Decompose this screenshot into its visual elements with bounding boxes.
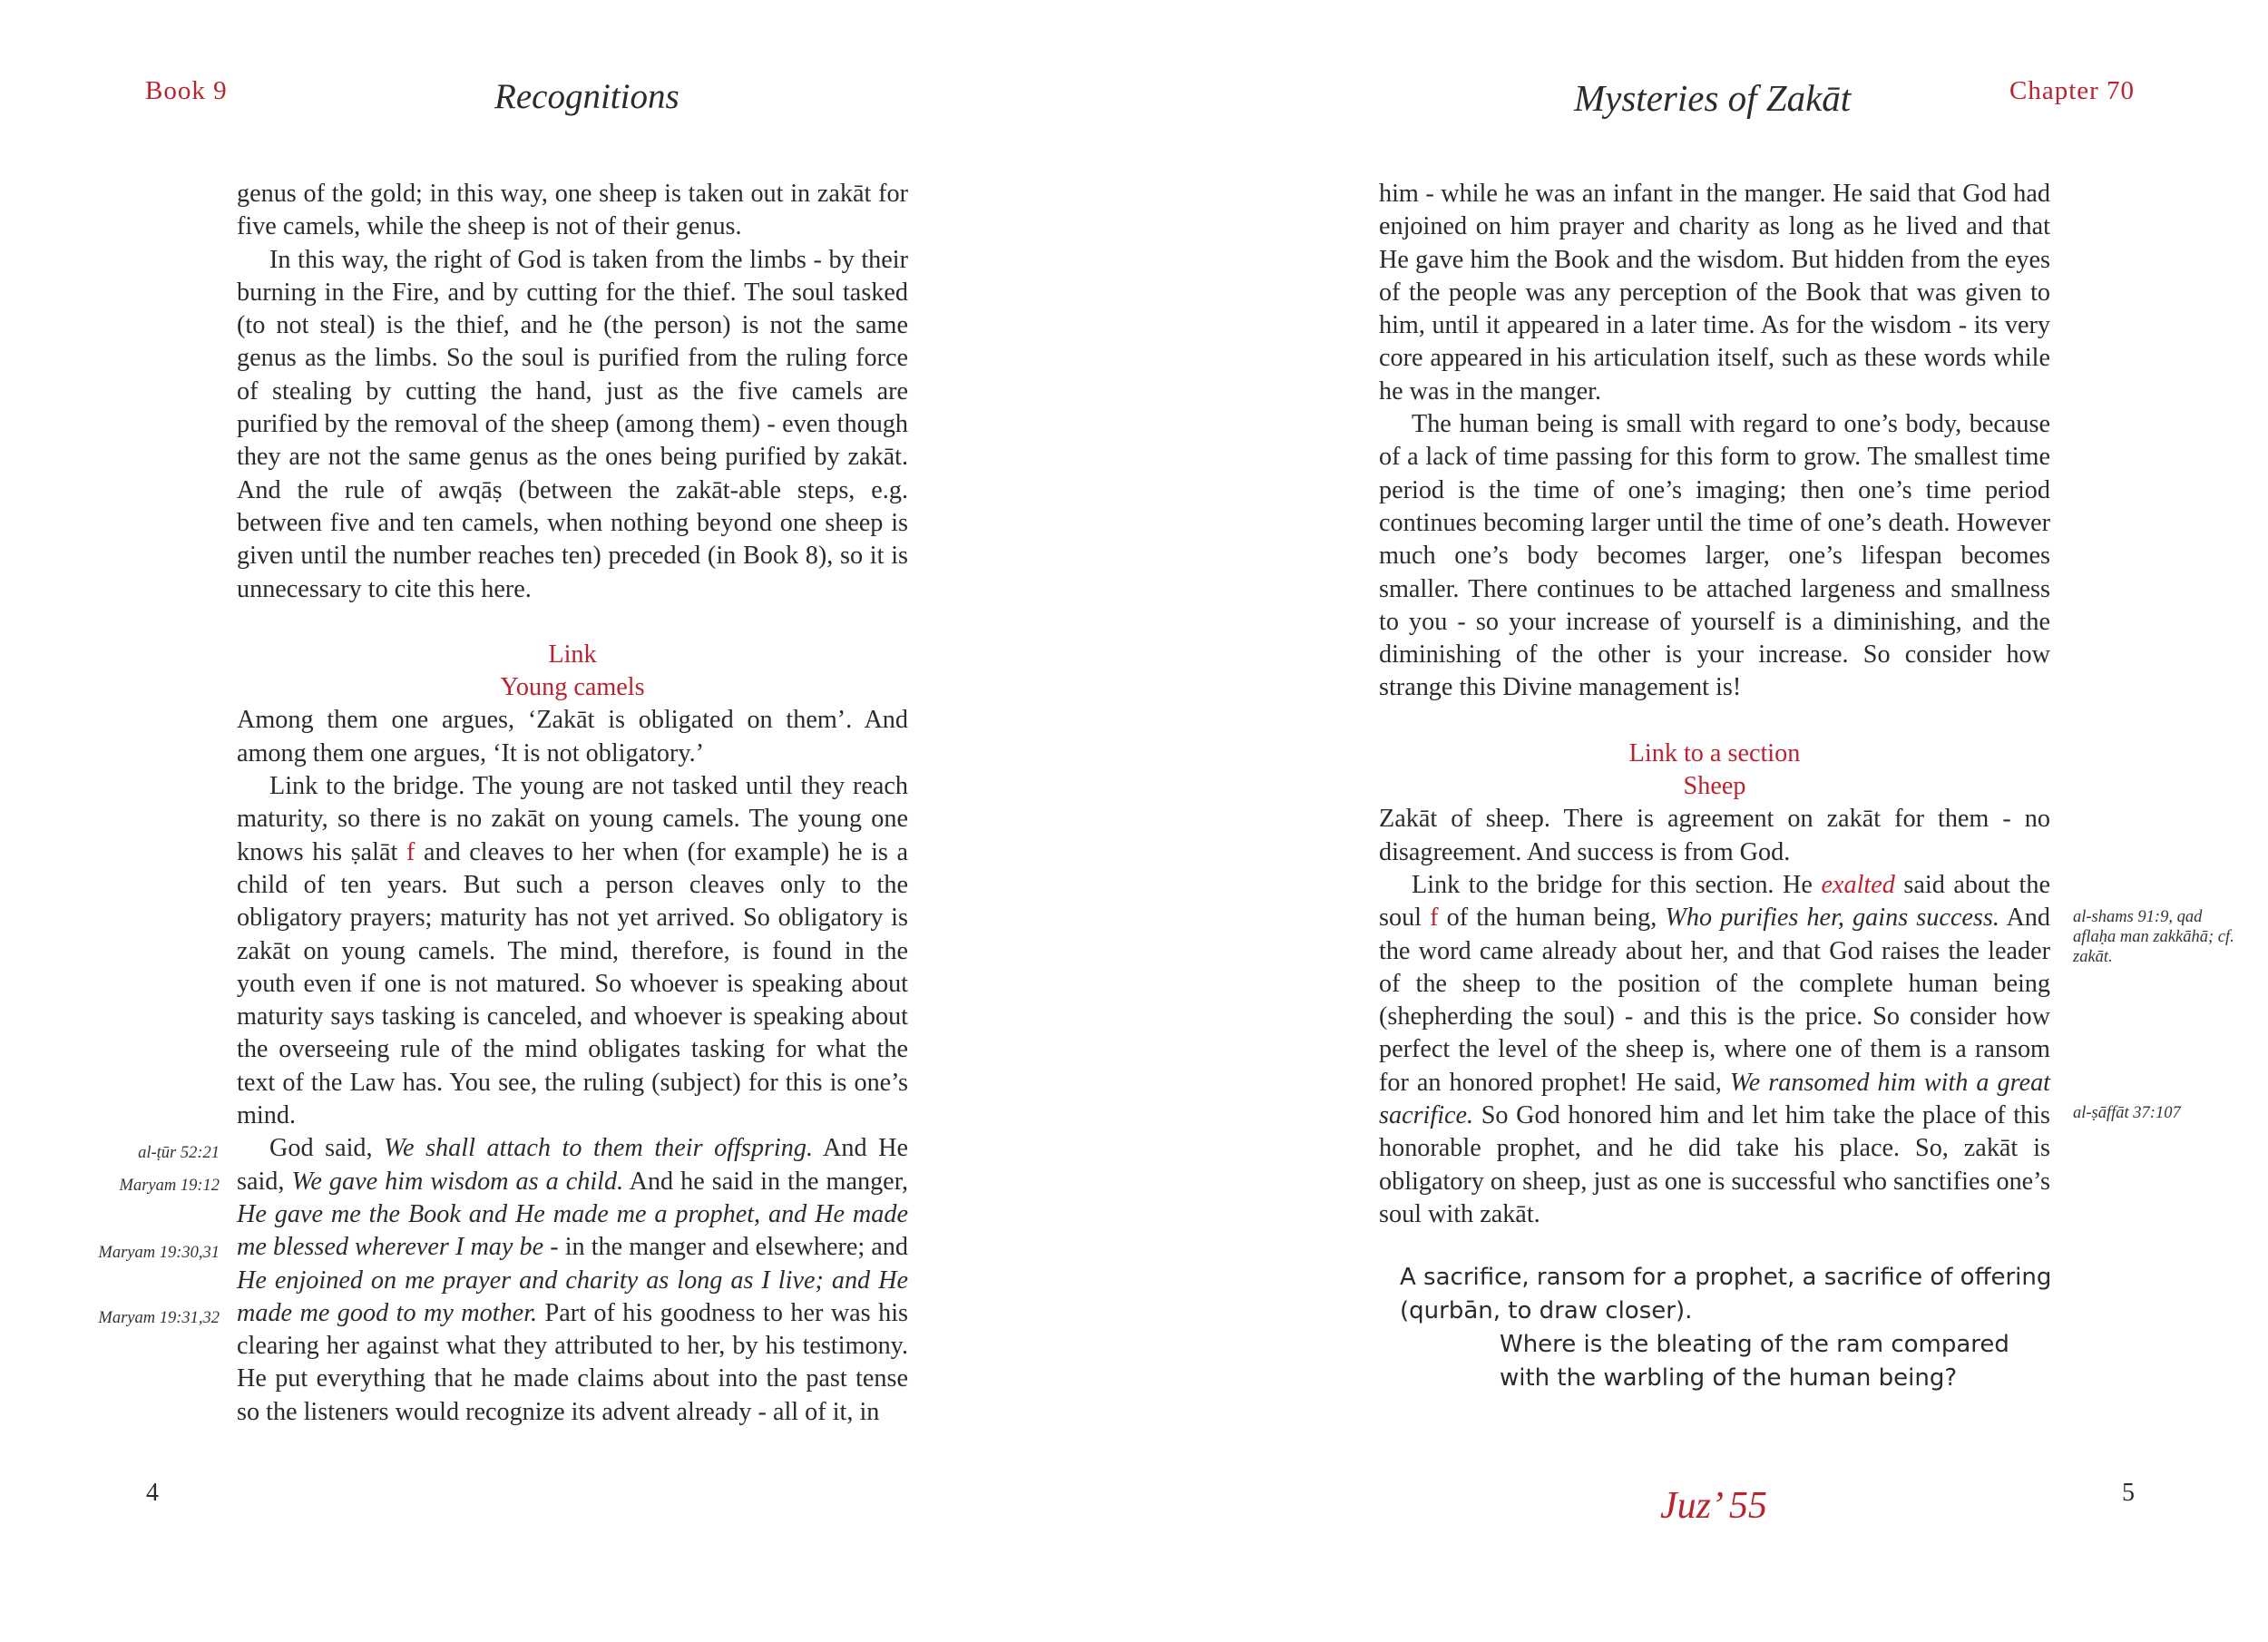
quran-quote: We gave him wisdom as a child.: [291, 1167, 624, 1196]
footnote-marker[interactable]: f: [1430, 904, 1439, 933]
margin-reference: al-ṣāffāt 37:107: [2073, 1104, 2181, 1122]
quran-quote: He enjoined on me prayer and charity as long as I live; and He made me good to my mother.: [237, 1266, 908, 1327]
quran-quote: He gave me the Book and He made me a prophet, and He made me blessed wherever I may be: [237, 1199, 908, 1262]
poem-line: with the warbling of the human being?: [1500, 1364, 1958, 1392]
poem-line: A sacrifice, ransom for a prophet, a sacrifice of offering: [1400, 1264, 2052, 1291]
quran-quote: We shall attach to them their offspring.: [384, 1134, 813, 1163]
poem-line: Where is the bleating of the ram compared: [1500, 1331, 2009, 1358]
highlighted-word: exalted: [1821, 870, 1895, 899]
paragraph: God said, We shall attach to them their offspring. And He said, We gave him wisdom as a child. And he said in the manger, He gave me the Book and He made me a prophet, and He made me blessed wherever I may be - in the manger and elsewhere; and He enjoined on me prayer and charity as long as I live; and He made me good to my mother. Part of his goodness to her was his clearing her against what they attributed to her, by his testimony. He put everything that he made claims about into the past tense so the listeners would recognize its advent already - all of it, in: [237, 1134, 908, 1426]
margin-reference: Maryam 19:30,31: [98, 1244, 220, 1262]
section-label: Link: [548, 640, 597, 669]
running-header-right-title: Mysteries of Zakāt: [1574, 77, 1852, 119]
margin-reference: al-ṭūr 52:21: [138, 1144, 220, 1162]
left-page-body: [237, 178, 908, 1429]
page-number-right: 5: [2122, 1479, 2135, 1507]
paragraph: Link to the bridge. The young are not tasked until they reach maturity, so there is no zakāt on young camels. The young one knows his ṣalāt f and cleaves to her when (for example) he is a child of ten years. But such a person cleaves only to the obligatory prayers; maturity has not yet arrived. So obligatory is zakāt on young camels. The mind, therefore, is found in the youth even if one is not matured. So whoever is speaking about maturity says tasking is canceled, and whoever is speaking about the overseeing rule of the mind obligates tasking for what the text of the Law has. You see, the ruling (subject) for this is one’s mind.: [237, 772, 908, 1130]
paragraph: genus of the gold; in this way, one sheep is taken out in zakāt for five camels, while the sheep is not of their genus.: [237, 180, 908, 241]
quran-quote: We ransomed him with a great sacrifice.: [1379, 1068, 2050, 1130]
poem-line: (qurbān, to draw closer).: [1400, 1297, 1693, 1324]
running-header-book: Book 9: [145, 76, 228, 105]
footnote-marker[interactable]: f: [406, 837, 415, 866]
paragraph: The human being is small with regard to one’s body, because of a lack of time passing for this form to grow. The smallest time period is the time of one’s imaging; then one’s time period continues becoming larger until the time of one’s death. However much one’s body becomes larger, one’s lifespan becomes smaller. There continues to be attached largeness and smallness to you - so your increase of yourself is a diminishing, and the diminishing of the other is your increase. So consider how strange this Divine management is!: [1379, 410, 2050, 702]
margin-reference: Maryam 19:31,32: [98, 1309, 220, 1327]
quran-quote: Who purifies her, gains success.: [1665, 904, 1999, 933]
paragraph: him - while he was an infant in the manger. He said that God had enjoined on him prayer and charity as long as he lived and that He gave him the Book and the wisdom. But hidden from the eyes of the people was any perception of the Book that was given to him, until it appeared in a later time. As for the wisdom - its very core appeared in his articulation itself, such as these words while he was in the manger.: [1379, 180, 2050, 406]
section-title: Young camels: [500, 673, 645, 702]
paragraph: In this way, the right of God is taken from the limbs - by their burning in the Fire, and by cutting for the thief. The soul tasked (to not steal) is the thief, and he (the person) is not the same genus as the limbs. So the soul is purified from the ruling force of stealing by cutting the hand, just as the five camels are purified by the removal of the sheep (among them) - even though they are not the same genus as the ones being purified by zakāt. And the rule of awqāṣ (between the zakāt-able steps, e.g. between five and ten camels, when nothing beyond one sheep is given until the number reaches ten) preceded (in Book 8), so it is unnecessary to cite this here.: [237, 245, 908, 603]
paragraph: Among them one argues, ‘Zakāt is obligated on them’. And among them one argues, ‘It is not obligatory.’: [237, 706, 908, 767]
paragraph: Zakāt of sheep. There is agreement on zakāt for them - no disagreement. And success is from God.: [1379, 805, 2050, 866]
running-header-chapter: Chapter 70: [2009, 76, 2136, 105]
margin-reference: Maryam 19:12: [119, 1177, 220, 1195]
section-label: Link to a section: [1628, 738, 1801, 767]
paragraph: Link to the bridge for this section. He exalted said about the soul f of the human being, Who purifies her, gains success. And the word came already about her, and that God raises the leader of the sheep to the position of the complete human being (shepherding the soul) - and this is the price. So consider how perfect the level of the sheep is, where one of them is a ransom for an honored prophet! He said, We ransomed him with a great sacrifice. So God honored him and let him take the place of this honorable prophet, and he did take his place. So, zakāt is obligatory on sheep, just as one is successful who sanctifies one’s soul with zakāt.: [1379, 870, 2050, 1228]
juz-footer: Juz’ 55: [1660, 1485, 1767, 1527]
section-title: Sheep: [1683, 772, 1746, 801]
right-page-body: [1379, 178, 2050, 1231]
page-number-left: 4: [146, 1479, 159, 1507]
running-header-left-title: Recognitions: [494, 77, 679, 116]
poem: [1400, 1261, 2053, 1395]
margin-reference: al-shams 91:9, qad aflaḥa man zakkāhā; cf. zakāt.: [2073, 908, 2234, 966]
